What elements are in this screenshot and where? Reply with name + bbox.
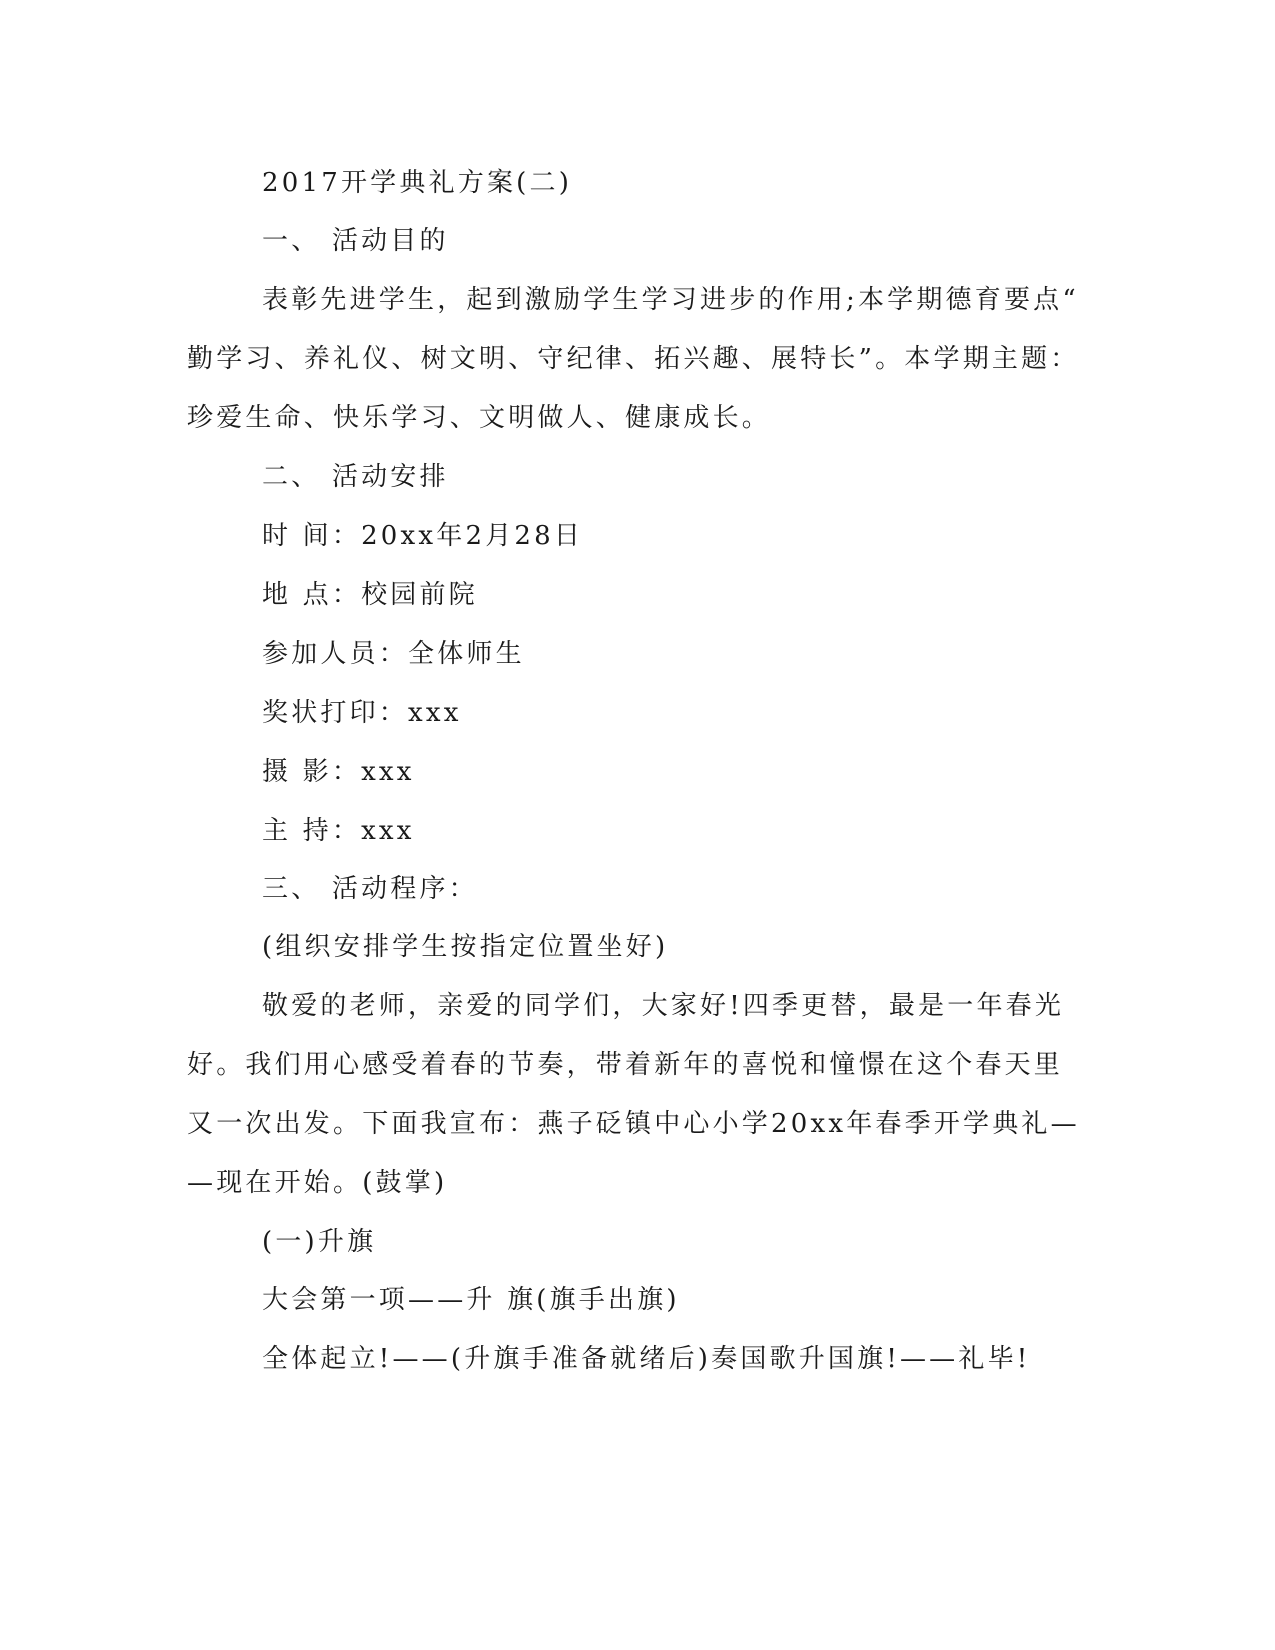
paragraph-line: 表彰先进学生，起到激励学生学习进步的作用;本学期德育要点“: [262, 285, 1079, 315]
section-heading-purpose: 一、 活动目的: [262, 226, 449, 256]
flag-item: 大会第一项——升 旗(旗手出旗): [262, 1285, 680, 1315]
speech-line: 敬爱的老师，亲爱的同学们，大家好!四季更替，最是一年春光: [262, 991, 1065, 1021]
arrangement-certificate-printing: 奖状打印：xxx: [262, 698, 462, 728]
arrangement-participants: 参加人员：全体师生: [262, 639, 525, 669]
arrangement-place: 地 点：校园前院: [262, 580, 478, 610]
document-title: 2017开学典礼方案(二): [262, 168, 573, 198]
arrangement-host: 主 持：xxx: [262, 816, 415, 846]
subsection-heading-flag: (一)升旗: [262, 1227, 377, 1257]
speech-line: —现在开始。(鼓掌): [187, 1168, 448, 1198]
arrangement-photography: 摄 影：xxx: [262, 757, 415, 787]
section-heading-procedure: 三、 活动程序：: [262, 874, 478, 904]
paragraph-line: 珍爱生命、快乐学习、文明做人、健康成长。: [187, 403, 772, 433]
arrangement-time: 时 间：20xx年2月28日: [262, 521, 584, 551]
section-heading-arrangement: 二、 活动安排: [262, 462, 449, 492]
speech-line: 好。我们用心感受着春的节奏，带着新年的喜悦和憧憬在这个春天里: [187, 1050, 1064, 1080]
paragraph-line: 勤学习、养礼仪、树文明、守纪律、拓兴趣、展特长”。本学期主题：: [187, 344, 1080, 374]
speech-line: 又一次出发。下面我宣布：燕子砭镇中心小学20xx年春季开学典礼—: [187, 1109, 1080, 1139]
flag-instruction: 全体起立!——(升旗手准备就绪后)奏国歌升国旗!——礼毕!: [262, 1344, 1031, 1374]
seating-note: (组织安排学生按指定位置坐好): [262, 932, 669, 962]
